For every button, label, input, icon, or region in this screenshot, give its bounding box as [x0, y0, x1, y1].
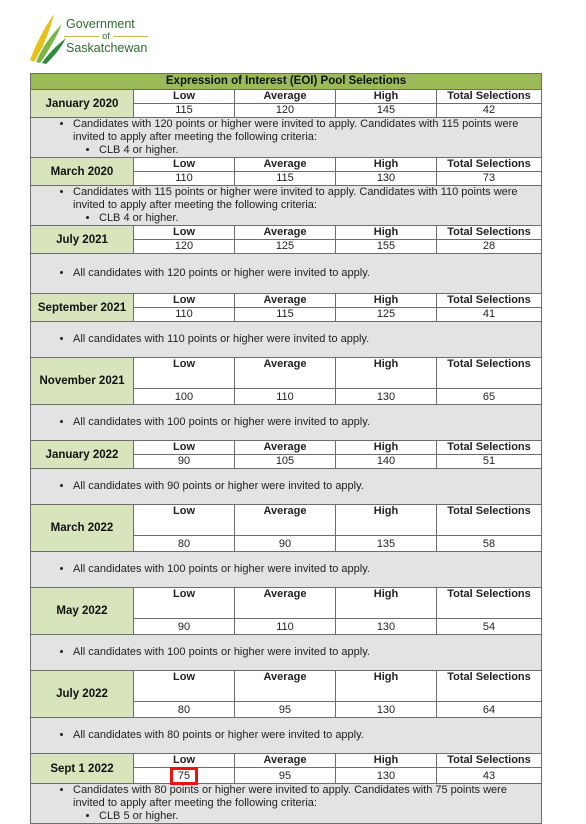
value-low: 110 [134, 308, 235, 322]
column-header-low: Low [134, 588, 235, 619]
value-average: 95 [235, 702, 336, 718]
selection-date: January 2020 [31, 90, 134, 118]
value-average: 115 [235, 172, 336, 186]
criteria-note [31, 552, 542, 588]
table-row [31, 90, 542, 104]
value-high: 135 [336, 536, 437, 552]
value-total: 42 [437, 104, 542, 118]
table-row [31, 294, 542, 308]
note-row [31, 635, 542, 671]
column-header-average: Average [235, 294, 336, 308]
column-header-average: Average [235, 754, 336, 768]
note-row [31, 552, 542, 588]
table-row [31, 226, 542, 240]
table-row [31, 588, 542, 619]
column-header-low: Low [134, 358, 235, 389]
value-total: 58 [437, 536, 542, 552]
column-header-high: High [336, 226, 437, 240]
government-wordmark [66, 17, 176, 55]
column-header-total: Total Selections [437, 505, 542, 536]
column-header-total: Total Selections [437, 754, 542, 768]
value-high: 140 [336, 455, 437, 469]
note-row [31, 254, 542, 294]
value-low: 80 [134, 702, 235, 718]
selection-date: November 2021 [31, 358, 134, 405]
criteria-note [31, 635, 542, 671]
column-header-high: High [336, 90, 437, 104]
table-row [31, 505, 542, 536]
value-total: 65 [437, 389, 542, 405]
note-row [31, 186, 542, 226]
column-header-high: High [336, 671, 437, 702]
column-header-total: Total Selections [437, 226, 542, 240]
column-header-total: Total Selections [437, 588, 542, 619]
column-header-high: High [336, 441, 437, 455]
column-header-average: Average [235, 158, 336, 172]
selection-date: January 2022 [31, 441, 134, 469]
brand-line-saskatchewan: Saskatchewan [66, 41, 148, 55]
brand-line-government: Government [66, 17, 135, 31]
criteria-note-text: All candidates with 100 points or higher were invited to apply. [73, 563, 370, 575]
value-total: 41 [437, 308, 542, 322]
column-header-average: Average [235, 505, 336, 536]
table-row [31, 671, 542, 702]
value-high: 155 [336, 240, 437, 254]
column-header-high: High [336, 158, 437, 172]
criteria-note-text: All candidates with 120 points or higher were invited to apply. [73, 267, 370, 279]
criteria-note-text: All candidates with 90 points or higher were invited to apply. [73, 480, 364, 492]
column-header-low: Low [134, 226, 235, 240]
value-low: 80 [134, 536, 235, 552]
column-header-low: Low [134, 505, 235, 536]
column-header-total: Total Selections [437, 90, 542, 104]
table-title-row [31, 74, 542, 90]
column-header-total: Total Selections [437, 441, 542, 455]
criteria-note-text: All candidates with 110 points or higher were invited to apply. [73, 333, 370, 345]
column-header-high: High [336, 505, 437, 536]
criteria-note [31, 254, 542, 294]
table-row [31, 158, 542, 172]
column-header-total: Total Selections [437, 294, 542, 308]
column-header-average: Average [235, 226, 336, 240]
criteria-sub-item: • CLB 4 or higher. [99, 212, 525, 225]
selection-date: July 2022 [31, 671, 134, 718]
note-row [31, 469, 542, 505]
value-high: 130 [336, 172, 437, 186]
criteria-note [31, 405, 542, 441]
value-high: 130 [336, 768, 437, 784]
value-low: 90 [134, 455, 235, 469]
value-average: 105 [235, 455, 336, 469]
note-row [31, 784, 542, 824]
note-row [31, 718, 542, 754]
column-header-average: Average [235, 588, 336, 619]
value-low: 120 [134, 240, 235, 254]
column-header-total: Total Selections [437, 158, 542, 172]
criteria-sub-item: • CLB 5 or higher. [99, 810, 525, 823]
selection-date: March 2020 [31, 158, 134, 186]
value-high: 145 [336, 104, 437, 118]
criteria-note-text: Candidates with 120 points or higher were invited to apply. Candidates with 115 points were invited to apply after meeting the following criteria: [73, 118, 519, 143]
column-header-low: Low [134, 90, 235, 104]
value-average: 110 [235, 619, 336, 635]
value-average: 95 [235, 768, 336, 784]
brand-line-of: of [64, 31, 148, 41]
column-header-low: Low [134, 294, 235, 308]
column-header-average: Average [235, 671, 336, 702]
column-header-low: Low [134, 441, 235, 455]
value-low: 110 [134, 172, 235, 186]
value-average: 120 [235, 104, 336, 118]
value-average: 115 [235, 308, 336, 322]
value-low: 90 [134, 619, 235, 635]
criteria-note-text: Candidates with 80 points or higher were invited to apply. Candidates with 75 points were invited to apply after meeting the following criteria: [73, 784, 507, 809]
selection-date: May 2022 [31, 588, 134, 635]
value-high: 125 [336, 308, 437, 322]
value-total: 73 [437, 172, 542, 186]
criteria-note-text: All candidates with 80 points or higher were invited to apply. [73, 729, 364, 741]
column-header-total: Total Selections [437, 358, 542, 389]
table-row [31, 441, 542, 455]
column-header-low: Low [134, 158, 235, 172]
value-total: 28 [437, 240, 542, 254]
criteria-sub-item: • CLB 4 or higher. [99, 144, 525, 157]
value-average: 125 [235, 240, 336, 254]
column-header-high: High [336, 358, 437, 389]
criteria-note [31, 186, 542, 226]
selection-date: Sept 1 2022 [31, 754, 134, 784]
column-header-high: High [336, 588, 437, 619]
criteria-note [31, 469, 542, 505]
value-low: 100 [134, 389, 235, 405]
selection-date: July 2021 [31, 226, 134, 254]
value-low [134, 768, 235, 784]
criteria-note [31, 718, 542, 754]
value-low: 115 [134, 104, 235, 118]
table-row [31, 358, 542, 389]
criteria-note-text: All candidates with 100 points or higher were invited to apply. [73, 646, 370, 658]
criteria-note-text: Candidates with 115 points or higher were invited to apply. Candidates with 110 points were invited to apply after meeting the following criteria: [73, 186, 518, 211]
value-high: 130 [336, 619, 437, 635]
value-total: 43 [437, 768, 542, 784]
value-total: 64 [437, 702, 542, 718]
eoi-selections-table [30, 73, 542, 824]
column-header-high: High [336, 294, 437, 308]
table-title: Expression of Interest (EOI) Pool Selections [31, 74, 542, 90]
note-row [31, 405, 542, 441]
column-header-average: Average [235, 441, 336, 455]
saskatchewan-wheat-logo-icon [28, 12, 68, 64]
column-header-average: Average [235, 90, 336, 104]
highlighted-low-value: 75 [173, 770, 195, 782]
table-row [31, 754, 542, 768]
note-row [31, 322, 542, 358]
column-header-low: Low [134, 754, 235, 768]
value-high: 130 [336, 702, 437, 718]
criteria-note [31, 784, 542, 824]
criteria-note [31, 118, 542, 158]
column-header-low: Low [134, 671, 235, 702]
value-total: 51 [437, 455, 542, 469]
selection-date: March 2022 [31, 505, 134, 552]
value-total: 54 [437, 619, 542, 635]
note-row [31, 118, 542, 158]
column-header-average: Average [235, 358, 336, 389]
column-header-high: High [336, 754, 437, 768]
column-header-total: Total Selections [437, 671, 542, 702]
criteria-note-text: All candidates with 100 points or higher were invited to apply. [73, 416, 370, 428]
selection-date: September 2021 [31, 294, 134, 322]
value-average: 110 [235, 389, 336, 405]
criteria-note [31, 322, 542, 358]
value-high: 130 [336, 389, 437, 405]
value-average: 90 [235, 536, 336, 552]
